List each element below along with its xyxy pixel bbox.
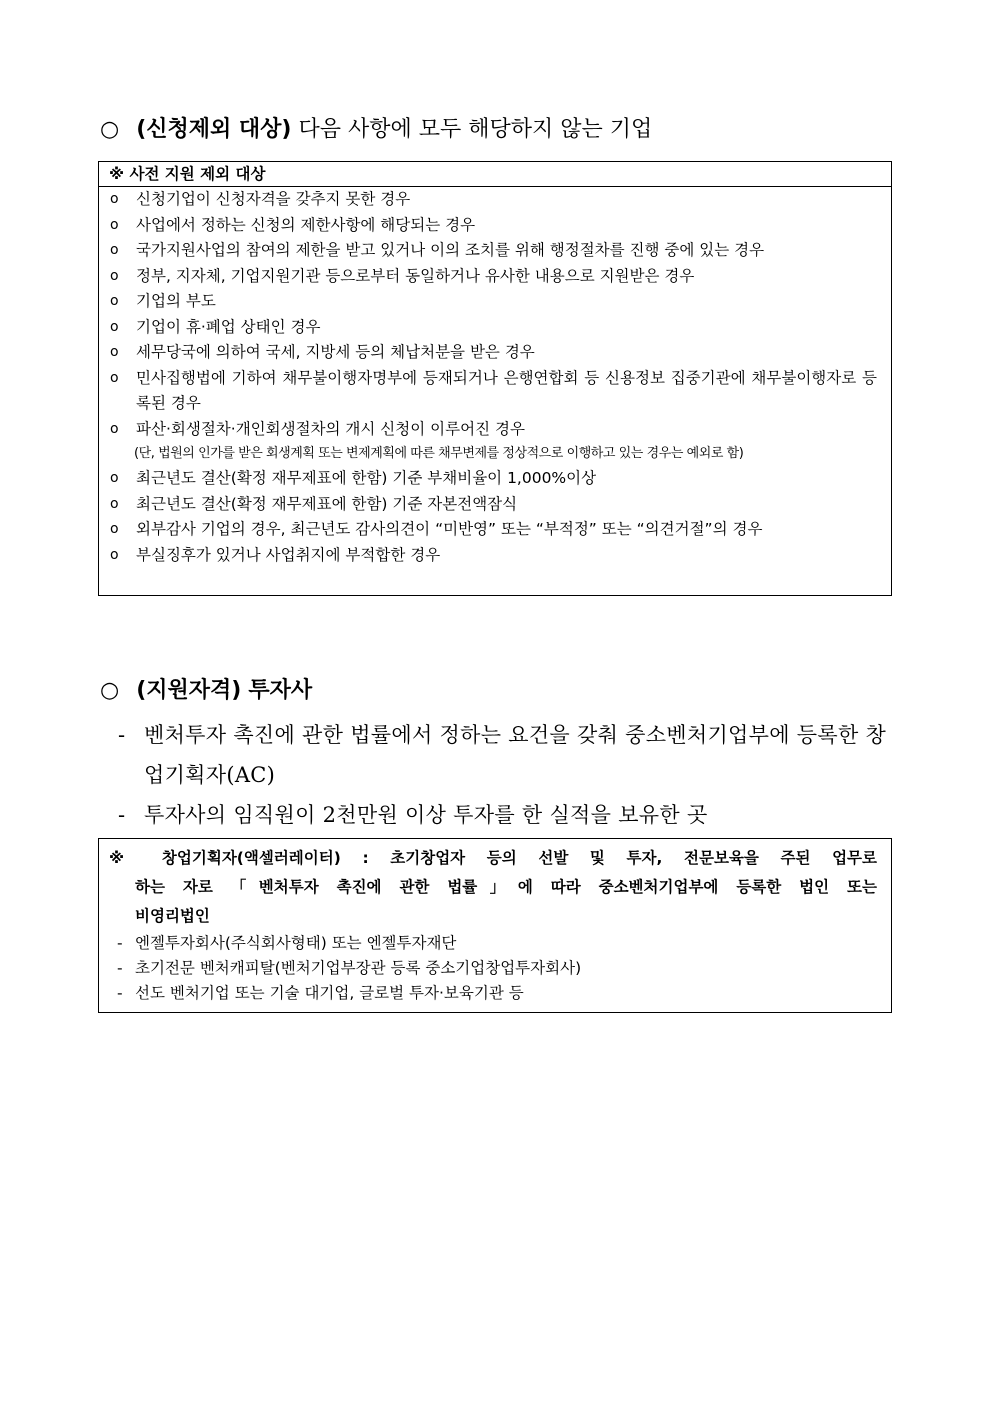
list-item: o 국가지원사업의 참여의 제한을 받고 있거나 이의 조치를 위해 행정절차를 진행 중에 있는 경우 — [99, 238, 891, 264]
list-item: - 초기전문 벤처캐피탈(벤처기업부장관 등록 중소기업창업투자회사) — [109, 956, 877, 981]
circle-bullet-icon: ○ — [100, 678, 120, 703]
list-item: o 최근년도 결산(확정 재무제표에 한함) 기준 부채비율이 1,000%이상 — [99, 466, 891, 492]
dash-icon: - — [118, 803, 126, 827]
requirements-list — [112, 715, 902, 835]
note-heading-line: 비영리법인 — [135, 907, 210, 925]
section-label: (신청제외 대상) — [136, 117, 292, 142]
dash-icon: - — [117, 984, 123, 1002]
circle-bullet-icon: ○ — [100, 117, 120, 142]
list-item: o 부실징후가 있거나 사업취지에 부적합한 경우 — [99, 543, 891, 569]
requirement-item: - 벤처투자 촉진에 관한 법률에서 정하는 요건을 갖춰 중소벤처기업부에 등록한 창업기획자(AC) — [112, 715, 902, 795]
exception-note: (단, 법원의 인가를 받은 회생계획 또는 변제계획에 따른 채무변제를 정상적으로 이행하고 있는 경우는 예외로 함) — [134, 446, 744, 461]
list-item: - 엔젤투자회사(주식회사형태) 또는 엔젤투자재단 — [109, 931, 877, 956]
bullet-icon: o — [110, 318, 119, 335]
exclusion-box-title: ※ 사전 지원 제외 대상 — [99, 162, 891, 187]
bullet-icon: o — [110, 495, 119, 512]
bullet-icon: o — [110, 369, 119, 386]
list-item: o 민사집행법에 기하여 채무불이행자명부에 등재되거나 은행연합회 등 신용정보 집중기관에 채무불이행자로 등록된 경우 — [99, 366, 891, 417]
bullet-icon: o — [110, 293, 119, 309]
section-label: (지원자격) — [136, 678, 242, 703]
list-item: o 외부감사 기업의 경우, 최근년도 감사의견이 “미반영” 또는 “부적정” 또는 “의견거절”의 경우 — [99, 517, 891, 543]
list-item: o 사업에서 정하는 신청의 제한사항에 해당되는 경우 — [99, 213, 891, 239]
note-heading-line: ※ 창업기획자(액셀러레이터) : 초기창업자 등의 선발 및 투자, 전문보육을 주된 업무로 — [109, 849, 877, 867]
list-item: o 세무당국에 의하여 국세, 지방세 등의 체납처분을 받은 경우 — [99, 340, 891, 366]
list-item: o 기업이 휴·폐업 상태인 경우 — [99, 315, 891, 341]
bullet-icon: o — [110, 216, 119, 233]
bullet-icon: o — [110, 420, 119, 437]
section-text: 다음 사항에 모두 해당하지 않는 기업 — [298, 117, 653, 142]
section-heading-eligibility — [100, 676, 312, 706]
list-item: o 파산·회생절차·개인회생절차의 개시 신청이 이루어진 경우 (단, 법원의 인가를 받은 회생계획 또는 변제계획에 따른 채무변제를 정상적으로 이행하고 있는 경우는 예외로 함) — [99, 417, 891, 467]
section-heading-exclusion — [100, 115, 652, 145]
list-item: o 최근년도 결산(확정 재무제표에 한함) 기준 자본전액잠식 — [99, 492, 891, 518]
dash-icon: - — [117, 934, 123, 952]
exclusion-list — [99, 187, 891, 568]
list-item: o 기업의 부도 — [99, 289, 891, 315]
list-item: o 정부, 지자체, 기업지원기관 등으로부터 동일하거나 유사한 내용으로 지원받은 경우 — [99, 264, 891, 290]
bullet-icon: o — [110, 546, 119, 563]
note-heading-line: 하는 자로 「벤처투자 촉진에 관한 법률」에 따라 중소벤처기업부에 등록한 법인 또는 — [135, 878, 877, 896]
bullet-icon: o — [110, 470, 119, 486]
section-text: 투자사 — [248, 678, 313, 703]
bullet-icon: o — [110, 267, 119, 284]
bullet-icon: o — [110, 344, 119, 360]
dash-icon: - — [118, 723, 126, 747]
exclusion-box — [98, 161, 892, 596]
bullet-icon: o — [110, 191, 119, 207]
bullet-icon: o — [110, 521, 119, 537]
dash-icon: - — [117, 959, 123, 977]
requirement-item: - 투자사의 임직원이 2천만원 이상 투자를 한 실적을 보유한 곳 — [112, 795, 902, 835]
bullet-icon: o — [110, 242, 119, 258]
list-item: o 신청기업이 신청자격을 갖추지 못한 경우 — [99, 187, 891, 213]
accelerator-note-box — [98, 838, 892, 1013]
list-item: - 선도 벤처기업 또는 기술 대기업, 글로벌 투자·보육기관 등 — [109, 981, 877, 1006]
